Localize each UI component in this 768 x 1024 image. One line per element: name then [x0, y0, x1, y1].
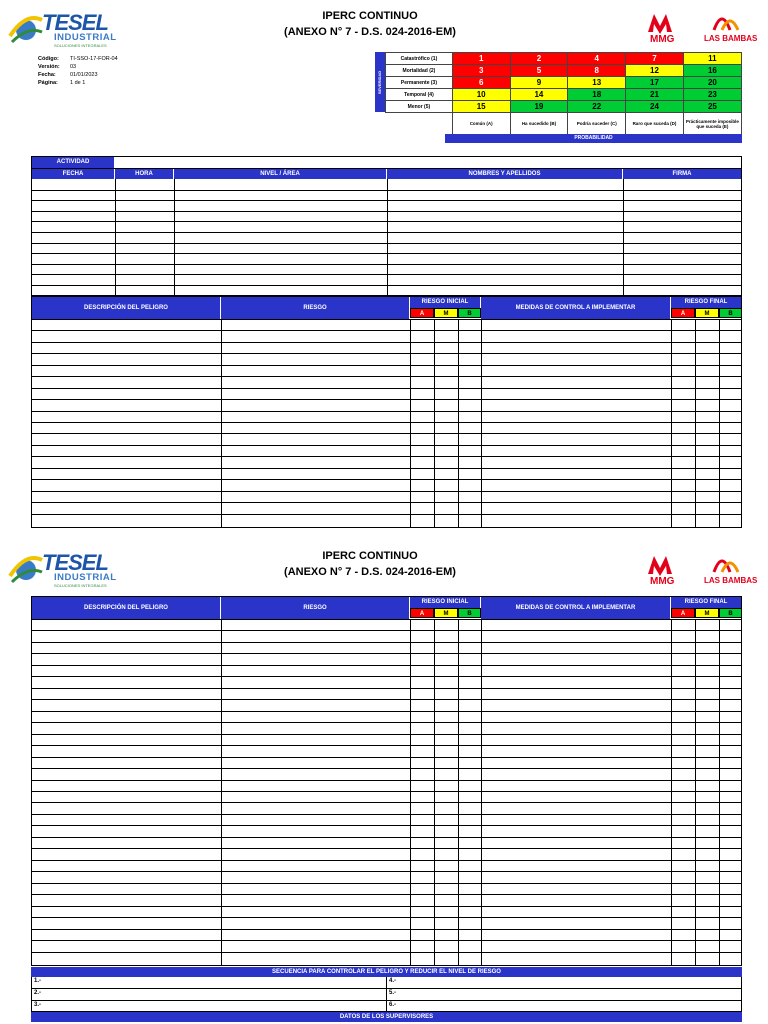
risk-level-a: A: [410, 308, 434, 318]
page-title: [250, 8, 490, 40]
risk-cell: 19: [510, 101, 568, 113]
table-row: [32, 676, 741, 677]
severity-level: Temporal (4): [386, 89, 453, 101]
matrix-row: [386, 65, 742, 77]
table-row: [32, 814, 741, 815]
col-nombres: NOMBRES Y APELLIDOS: [387, 169, 623, 179]
risk-level-a: A: [671, 608, 695, 618]
table-row: [32, 376, 741, 377]
risk-cell: 23: [683, 89, 741, 101]
sequence-item-2: 2.-: [34, 990, 42, 996]
col-riesgo-final: RIESGO FINAL: [671, 297, 741, 308]
risk-cell: 17: [626, 77, 684, 89]
risk-cell: 21: [626, 89, 684, 101]
table-row: [32, 665, 741, 666]
table-row: [32, 837, 741, 838]
risk-cell: 3: [452, 65, 510, 77]
col-riesgo: RIESGO: [221, 297, 410, 319]
col-riesgo-inicial: RIESGO INICIAL: [410, 597, 481, 608]
severity-level: Permanente (3): [386, 77, 453, 89]
title-line-2: (ANEXO N° 7 - D.S. 024-2016-EM): [284, 26, 456, 38]
activity-table: [31, 156, 742, 296]
sequence-item-4: 4.-: [389, 978, 397, 984]
severity-level: Menor (5): [386, 101, 453, 113]
table-row: [32, 514, 741, 515]
table-row: [32, 491, 741, 492]
activity-rows: [32, 179, 741, 295]
risk-cell: 16: [683, 65, 741, 77]
page-title-2: [250, 548, 490, 580]
sequence-item-1: 1.-: [34, 978, 42, 984]
sequence-item-5: 5.-: [389, 990, 397, 996]
matrix-row: [386, 53, 742, 65]
globe-swirl-icon: [8, 12, 44, 48]
probability-label: PROBABILIDAD: [445, 134, 742, 143]
table-row: [32, 319, 741, 320]
risk-cell: 15: [452, 101, 510, 113]
col-riesgo-final: RIESGO FINAL: [671, 597, 741, 608]
risk-cell: 6: [452, 77, 510, 89]
sequence-item-6: 6.-: [389, 1002, 397, 1008]
table-row: [32, 479, 741, 480]
table-row: [32, 433, 741, 434]
risk-cell: 25: [683, 101, 741, 113]
tesel-wordmark: TESEL: [42, 550, 108, 575]
sequence-box: [31, 977, 742, 1012]
risk-cell: 9: [510, 77, 568, 89]
risk-level-b: B: [719, 608, 742, 618]
sequence-item-3: 3.-: [34, 1002, 42, 1008]
risk-cell: 22: [568, 101, 626, 113]
version-value: 03: [70, 64, 77, 70]
risk-cell: 7: [626, 53, 684, 65]
table-row: [32, 688, 741, 689]
col-riesgo-inicial: RIESGO INICIAL: [410, 297, 481, 308]
tesel-sub: INDUSTRIAL: [54, 572, 117, 583]
mmg-wordmark: MMG: [650, 34, 675, 44]
risk-level-b: B: [458, 608, 481, 618]
table-row: [32, 699, 741, 700]
fecha-value: 01/01/2023: [70, 72, 98, 78]
table-row: [32, 502, 741, 503]
table-row: [32, 445, 741, 446]
las-bambas-wordmark: LAS BAMBAS: [704, 34, 758, 43]
table-row: [32, 653, 741, 654]
table-row: [32, 734, 741, 735]
mmg-logo: [646, 10, 686, 44]
risk-cell: 12: [626, 65, 684, 77]
risk-cell: 24: [626, 101, 684, 113]
table-row: [32, 619, 741, 620]
tesel-wordmark: TESEL: [42, 10, 108, 35]
table-row: [32, 411, 741, 412]
risk-level-m: M: [695, 308, 719, 318]
version-label: Versión:: [38, 64, 60, 70]
risk-cell: 8: [568, 65, 626, 77]
table-row: [32, 952, 741, 953]
probability-row: [386, 113, 742, 135]
las-bambas-logo: [700, 10, 762, 44]
table-row: [32, 860, 741, 861]
table-row: [32, 342, 741, 343]
table-row: [32, 722, 741, 723]
risk-cell: 11: [683, 53, 741, 65]
col-hora: HORA: [115, 169, 174, 179]
las-bambas-logo-2: [700, 552, 762, 586]
table-row: [32, 456, 741, 457]
supervisors-title: DATOS DE LOS SUPERVISORES: [31, 1012, 742, 1022]
risk-cell: 5: [510, 65, 568, 77]
codigo-value: TI-SSO-17-FOR-04: [70, 56, 118, 62]
risk-level-b: B: [458, 308, 481, 318]
probability-level: Ha sucedido (B): [510, 113, 568, 135]
table-row: [32, 791, 741, 792]
risk-cell: 2: [510, 53, 568, 65]
table-row: [32, 422, 741, 423]
risk-cell: 4: [568, 53, 626, 65]
table-row: [32, 940, 741, 941]
col-descripcion: DESCRIPCIÓN DEL PELIGRO: [32, 597, 221, 619]
col-riesgo: RIESGO: [221, 597, 410, 619]
risk-matrix: [385, 52, 742, 135]
risk-level-m: M: [434, 608, 458, 618]
severity-level: Catastrófico (1): [386, 53, 453, 65]
mmg-wordmark: MMG: [650, 576, 675, 586]
las-bambas-logo-icon: [700, 10, 762, 44]
hazard-table-1: [31, 296, 742, 528]
risk-cell: 1: [452, 53, 510, 65]
risk-cell: 18: [568, 89, 626, 101]
tesel-logo: [8, 8, 117, 52]
severity-level: Mortalidad (2): [386, 65, 453, 77]
table-row: [32, 388, 741, 389]
table-row: [32, 929, 741, 930]
matrix-row: [386, 101, 742, 113]
table-row: [32, 802, 741, 803]
risk-level-m: M: [695, 608, 719, 618]
severity-label: SEVERIDAD: [377, 70, 383, 94]
col-fecha: FECHA: [32, 169, 115, 179]
table-row: [32, 757, 741, 758]
mmg-logo-icon: [646, 552, 686, 586]
tesel-sub: INDUSTRIAL: [54, 32, 117, 43]
mmg-logo-2: [646, 552, 686, 586]
actividad-label: ACTIVIDAD: [32, 157, 115, 168]
table-row: [32, 906, 741, 907]
document-meta: [38, 55, 118, 87]
table-row: [32, 468, 741, 469]
risk-cell: 13: [568, 77, 626, 89]
probability-level: Común (A): [452, 113, 510, 135]
las-bambas-wordmark: LAS BAMBAS: [704, 576, 758, 585]
pagina-label: Página:: [38, 80, 58, 86]
matrix-row: [386, 77, 742, 89]
risk-cell: 20: [683, 77, 741, 89]
sequence-title: SECUENCIA PARA CONTROLAR EL PELIGRO Y REDUCIR EL NIVEL DE RIESGO: [31, 967, 742, 977]
title-line-2: (ANEXO N° 7 - D.S. 024-2016-EM): [284, 566, 456, 578]
risk-cell: 10: [452, 89, 510, 101]
fecha-label: Fecha:: [38, 72, 56, 78]
globe-swirl-icon: [8, 552, 44, 588]
pagina-value: 1 de 1: [70, 80, 86, 86]
col-nivel-area: NIVEL / ÁREA: [174, 169, 387, 179]
table-row: [32, 780, 741, 781]
severity-label-bar: [375, 52, 385, 112]
table-row: [32, 399, 741, 400]
table-row: [32, 642, 741, 643]
table-row: [32, 894, 741, 895]
table-row: [32, 871, 741, 872]
tesel-tagline: SOLUCIONES INTEGRALES: [54, 43, 107, 48]
table-row: [32, 883, 741, 884]
probability-level: Raro que suceda (D): [626, 113, 684, 135]
table-row: [32, 353, 741, 354]
col-firma: FIRMA: [623, 169, 741, 179]
title-line-1: IPERC CONTINUO: [322, 550, 418, 562]
probability-level: Podría suceder (C): [568, 113, 626, 135]
table-row: [32, 768, 741, 769]
tesel-logo-2: [8, 548, 117, 592]
table-row: [32, 330, 741, 331]
tesel-tagline: SOLUCIONES INTEGRALES: [54, 583, 107, 588]
title-line-1: IPERC CONTINUO: [322, 10, 418, 22]
table-row: [32, 711, 741, 712]
table-row: [32, 745, 741, 746]
codigo-label: Código:: [38, 56, 59, 62]
mmg-logo-icon: [646, 10, 686, 44]
table-row: [32, 917, 741, 918]
col-medidas: MEDIDAS DE CONTROL A IMPLEMENTAR: [481, 297, 671, 319]
table-row: [32, 848, 741, 849]
hazard-table-2: [31, 596, 742, 966]
risk-level-b: B: [719, 308, 742, 318]
col-descripcion: DESCRIPCIÓN DEL PELIGRO: [32, 297, 221, 319]
risk-level-m: M: [434, 308, 458, 318]
table-row: [32, 365, 741, 366]
las-bambas-logo-icon: [700, 552, 762, 586]
table-row: [32, 825, 741, 826]
table-row: [32, 630, 741, 631]
risk-level-a: A: [671, 308, 695, 318]
matrix-row: [386, 89, 742, 101]
probability-level: Prácticamente imposible que suceda (E): [683, 113, 741, 135]
col-medidas: MEDIDAS DE CONTROL A IMPLEMENTAR: [481, 597, 671, 619]
risk-level-a: A: [410, 608, 434, 618]
risk-cell: 14: [510, 89, 568, 101]
